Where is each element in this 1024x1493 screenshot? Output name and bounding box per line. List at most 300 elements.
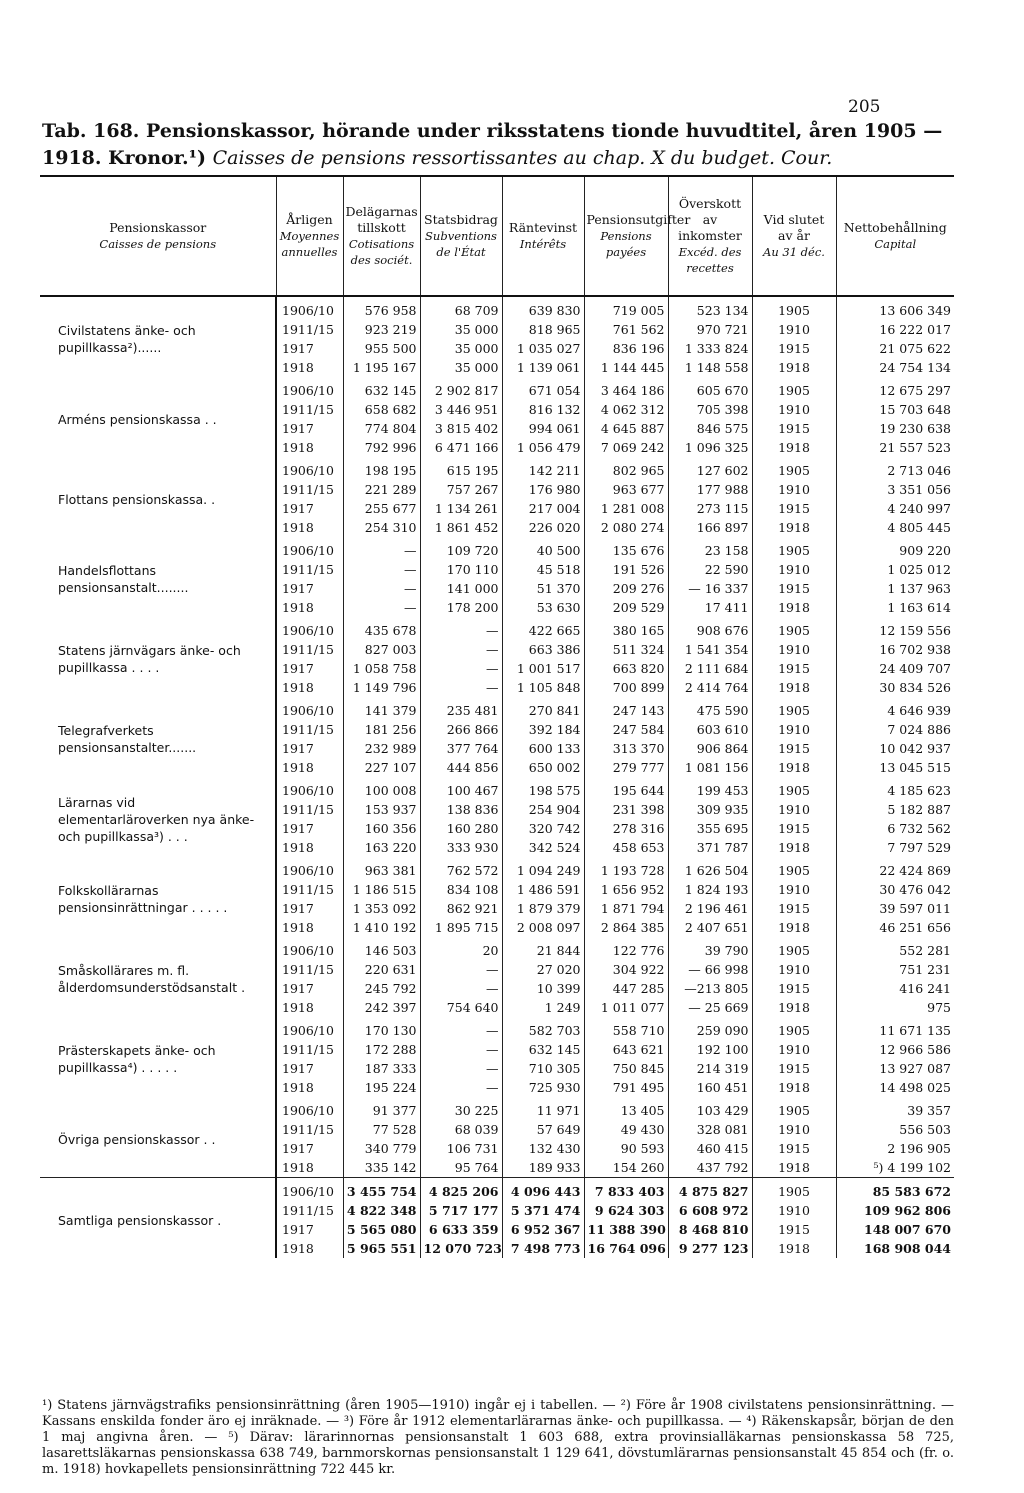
subventions-cell: 1 895 715: [420, 918, 502, 937]
year-end-cell: 1905: [752, 777, 836, 800]
overskott-cell: 908 676: [668, 617, 752, 640]
year-end-cell: 1910: [752, 720, 836, 739]
cotisations-cell: —: [343, 598, 420, 617]
fund-name: Folkskollärarnas pensionsinrättningar . . . . .: [58, 883, 228, 915]
cotisations-cell: 153 937: [343, 800, 420, 819]
overskott-cell: 1 333 824: [668, 339, 752, 358]
pensions-cell: 836 196: [584, 339, 668, 358]
year-end-cell: 1918: [752, 678, 836, 697]
capital-cell: 4 805 445: [836, 518, 954, 537]
capital-cell: 6 732 562: [836, 819, 954, 838]
fund-name: Statens järnvägars änke- och pupillkassa . . . .: [58, 643, 241, 675]
capital-cell: 39 597 011: [836, 899, 954, 918]
subventions-cell: 6 471 166: [420, 438, 502, 457]
year-end-cell: 1910: [752, 880, 836, 899]
capital-cell: 13 045 515: [836, 758, 954, 777]
year-end-cell: 1918: [752, 998, 836, 1017]
year-end-cell: 1905: [752, 377, 836, 400]
subventions-cell: 109 720: [420, 537, 502, 560]
fund-name: Telegrafverkets pensionsanstalter.......: [58, 723, 197, 755]
pensions-cell: 458 653: [584, 838, 668, 857]
overskott-cell: 2 407 651: [668, 918, 752, 937]
period-cell: 1911/15: [276, 560, 343, 579]
subventions-cell: 235 481: [420, 697, 502, 720]
capital-cell: 13 927 087: [836, 1059, 954, 1078]
period-cell: 1918: [276, 918, 343, 937]
period-cell: 1918: [276, 1158, 343, 1178]
overskott-cell: 23 158: [668, 537, 752, 560]
capital-cell: 3 351 056: [836, 480, 954, 499]
pension-table: [40, 175, 954, 1258]
interets-cell: 7 498 773: [502, 1239, 584, 1258]
capital-cell: 16 222 017: [836, 320, 954, 339]
interets-cell: 671 054: [502, 377, 584, 400]
period-cell: 1911/15: [276, 720, 343, 739]
year-end-cell: 1915: [752, 899, 836, 918]
subventions-cell: 160 280: [420, 819, 502, 838]
overskott-cell: 192 100: [668, 1040, 752, 1059]
period-cell: 1917: [276, 579, 343, 598]
interets-cell: 1 001 517: [502, 659, 584, 678]
pension-fund-group: [40, 697, 954, 777]
overskott-cell: 2 414 764: [668, 678, 752, 697]
subventions-cell: 2 902 817: [420, 377, 502, 400]
pensions-cell: 719 005: [584, 296, 668, 320]
year-end-cell: 1910: [752, 1040, 836, 1059]
cotisations-cell: 955 500: [343, 339, 420, 358]
subventions-cell: 100 467: [420, 777, 502, 800]
cotisations-cell: 146 503: [343, 937, 420, 960]
capital-cell: 552 281: [836, 937, 954, 960]
period-cell: 1911/15: [276, 880, 343, 899]
interets-cell: 994 061: [502, 419, 584, 438]
year-end-cell: 1905: [752, 1017, 836, 1040]
overskott-cell: 906 864: [668, 739, 752, 758]
interets-cell: 132 430: [502, 1139, 584, 1158]
year-end-cell: 1918: [752, 1239, 836, 1258]
capital-cell: 12 159 556: [836, 617, 954, 640]
interets-cell: 142 211: [502, 457, 584, 480]
capital-cell: 556 503: [836, 1120, 954, 1139]
pensions-cell: 1 656 952: [584, 880, 668, 899]
cotisations-cell: 255 677: [343, 499, 420, 518]
pensions-cell: 963 677: [584, 480, 668, 499]
period-cell: 1917: [276, 659, 343, 678]
year-end-cell: 1918: [752, 918, 836, 937]
period-cell: 1911/15: [276, 640, 343, 659]
fund-name: Lärarnas vid elementarläroverken nya änke- och pupillkassa³) . . .: [58, 794, 255, 844]
pension-fund-group: [40, 537, 954, 617]
period-cell: 1911/15: [276, 800, 343, 819]
interets-cell: 51 370: [502, 579, 584, 598]
pensions-cell: 11 388 390: [584, 1220, 668, 1239]
year-end-cell: 1910: [752, 480, 836, 499]
pensions-cell: 1 193 728: [584, 857, 668, 880]
interets-cell: 320 742: [502, 819, 584, 838]
year-end-cell: 1915: [752, 1059, 836, 1078]
period-cell: 1917: [276, 819, 343, 838]
pensions-cell: 279 777: [584, 758, 668, 777]
overskott-cell: 22 590: [668, 560, 752, 579]
overskott-cell: 605 670: [668, 377, 752, 400]
cotisations-cell: —: [343, 560, 420, 579]
interets-cell: 710 305: [502, 1059, 584, 1078]
interets-cell: 582 703: [502, 1017, 584, 1040]
capital-cell: 85 583 672: [836, 1178, 954, 1202]
interets-cell: 2 008 097: [502, 918, 584, 937]
period-cell: 1917: [276, 339, 343, 358]
overskott-cell: 214 319: [668, 1059, 752, 1078]
overskott-cell: 1 626 504: [668, 857, 752, 880]
capital-cell: 15 703 648: [836, 400, 954, 419]
overskott-cell: —213 805: [668, 979, 752, 998]
header-statsbidrag: Statsbidrag Subventions de l'État: [420, 176, 502, 296]
pensions-cell: 278 316: [584, 819, 668, 838]
subventions-cell: 333 930: [420, 838, 502, 857]
year-end-cell: 1918: [752, 358, 836, 377]
cotisations-cell: 1 149 796: [343, 678, 420, 697]
pensions-cell: 1 144 445: [584, 358, 668, 377]
interets-cell: 342 524: [502, 838, 584, 857]
overskott-cell: 846 575: [668, 419, 752, 438]
interets-cell: 1 249: [502, 998, 584, 1017]
interets-cell: 27 020: [502, 960, 584, 979]
capital-cell: 5 182 887: [836, 800, 954, 819]
period-cell: 1906/10: [276, 617, 343, 640]
pensions-cell: 1 011 077: [584, 998, 668, 1017]
period-cell: 1918: [276, 518, 343, 537]
cotisations-cell: 1 058 758: [343, 659, 420, 678]
capital-cell: 10 042 937: [836, 739, 954, 758]
subventions-cell: —: [420, 1017, 502, 1040]
cotisations-cell: 100 008: [343, 777, 420, 800]
capital-cell: 4 240 997: [836, 499, 954, 518]
interets-cell: 600 133: [502, 739, 584, 758]
header-pensionskassor: Pensionskassor Caisses de pensions: [99, 220, 217, 251]
header-arligen: Årligen Moyennes annuelles: [276, 176, 343, 296]
cotisations-cell: 198 195: [343, 457, 420, 480]
interets-cell: 650 002: [502, 758, 584, 777]
year-end-cell: 1918: [752, 598, 836, 617]
total-group: [40, 1178, 954, 1259]
capital-cell: 14 498 025: [836, 1078, 954, 1097]
interets-cell: 1 056 479: [502, 438, 584, 457]
title-french: Caisses de pensions ressortissantes au chap. X du budget. Cour.: [212, 147, 833, 169]
overskott-cell: 1 148 558: [668, 358, 752, 377]
period-cell: 1918: [276, 838, 343, 857]
capital-cell: 975: [836, 998, 954, 1017]
subventions-cell: 615 195: [420, 457, 502, 480]
table-row: [40, 1178, 954, 1202]
capital-cell: 7 797 529: [836, 838, 954, 857]
interets-cell: 57 649: [502, 1120, 584, 1139]
subventions-cell: 1 861 452: [420, 518, 502, 537]
cotisations-cell: 632 145: [343, 377, 420, 400]
capital-cell: 1 163 614: [836, 598, 954, 617]
page-number: 205: [848, 97, 881, 117]
overskott-cell: 199 453: [668, 777, 752, 800]
year-end-cell: 1918: [752, 438, 836, 457]
cotisations-cell: 340 779: [343, 1139, 420, 1158]
pensions-cell: 380 165: [584, 617, 668, 640]
year-end-cell: 1918: [752, 1158, 836, 1178]
pension-fund-group: [40, 617, 954, 697]
fund-name: Arméns pensionskassa . .: [58, 411, 217, 427]
year-end-cell: 1915: [752, 1139, 836, 1158]
header-overskott: Överskott av inkomster Excéd. des recettes: [668, 176, 752, 296]
period-cell: 1918: [276, 598, 343, 617]
subventions-cell: 762 572: [420, 857, 502, 880]
year-end-cell: 1915: [752, 579, 836, 598]
overskott-cell: 705 398: [668, 400, 752, 419]
subventions-cell: —: [420, 1040, 502, 1059]
subventions-cell: 3 815 402: [420, 419, 502, 438]
cotisations-cell: 5 565 080: [343, 1220, 420, 1239]
capital-cell: 24 754 134: [836, 358, 954, 377]
subventions-cell: 95 764: [420, 1158, 502, 1178]
period-cell: 1918: [276, 678, 343, 697]
table-row: [40, 1097, 954, 1120]
interets-cell: 1 105 848: [502, 678, 584, 697]
capital-cell: 4 185 623: [836, 777, 954, 800]
footnotes: [42, 1398, 954, 1478]
capital-cell: ⁵) 4 199 102: [836, 1158, 954, 1178]
cotisations-cell: 774 804: [343, 419, 420, 438]
subventions-cell: 754 640: [420, 998, 502, 1017]
pension-fund-group: [40, 1017, 954, 1097]
overskott-cell: 309 935: [668, 800, 752, 819]
subventions-cell: —: [420, 659, 502, 678]
table-row: [40, 937, 954, 960]
cotisations-cell: 335 142: [343, 1158, 420, 1178]
cotisations-cell: 827 003: [343, 640, 420, 659]
overskott-cell: 4 875 827: [668, 1178, 752, 1202]
period-cell: 1906/10: [276, 457, 343, 480]
capital-cell: 11 671 135: [836, 1017, 954, 1040]
year-end-cell: 1918: [752, 758, 836, 777]
subventions-cell: 106 731: [420, 1139, 502, 1158]
pensions-cell: 4 062 312: [584, 400, 668, 419]
year-end-cell: 1905: [752, 537, 836, 560]
interets-cell: 254 904: [502, 800, 584, 819]
cotisations-cell: 172 288: [343, 1040, 420, 1059]
period-cell: 1917: [276, 1220, 343, 1239]
period-cell: 1906/10: [276, 377, 343, 400]
period-cell: 1911/15: [276, 1040, 343, 1059]
overskott-cell: 460 415: [668, 1139, 752, 1158]
pension-fund-group: [40, 777, 954, 857]
capital-cell: 24 409 707: [836, 659, 954, 678]
interets-cell: 176 980: [502, 480, 584, 499]
period-cell: 1917: [276, 899, 343, 918]
overskott-cell: 1 081 156: [668, 758, 752, 777]
cotisations-cell: 227 107: [343, 758, 420, 777]
period-cell: 1917: [276, 1059, 343, 1078]
pensions-cell: 2 080 274: [584, 518, 668, 537]
cotisations-cell: 220 631: [343, 960, 420, 979]
interets-cell: 226 020: [502, 518, 584, 537]
year-end-cell: 1905: [752, 857, 836, 880]
period-cell: 1917: [276, 1139, 343, 1158]
pensions-cell: 16 764 096: [584, 1239, 668, 1258]
subventions-cell: 444 856: [420, 758, 502, 777]
footnote-text: ¹) Statens järnvägstrafiks pensionsinrättning (åren 1905—1910) ingår ej i tabellen. — ²) Före år 1908 civilstatens pensionsinrättning. — Kassans enskilda fonder äro ej inräknade. — ³) Före år 1912 elementarlärarnas änke- och pupillkassa. — ⁴) Räkenskapsår, början de den 1 maj angivna åren. — ⁵) Därav: lärarinnornas pensionsanstalt 1 603 688, extra provinsialläkarnas pensionskassa 58 725, lasarettsläkarnas pensionskassa 638 749, barnmorskornas pensionsanstalt 1 129 641, dövstumlärarnas pensionsanstalt 45 854 och (fr. o. m. 1918) hovkapellets pensionsinrättning 722 445 kr.: [42, 1398, 954, 1477]
year-end-cell: 1915: [752, 819, 836, 838]
interets-cell: 5 371 474: [502, 1201, 584, 1220]
pension-fund-group: [40, 377, 954, 457]
period-cell: 1911/15: [276, 320, 343, 339]
header-pensionsutgifter: Pensionsutgifter Pensions payées: [584, 176, 668, 296]
period-cell: 1917: [276, 499, 343, 518]
header-row: [40, 176, 954, 296]
period-cell: 1911/15: [276, 480, 343, 499]
cotisations-cell: 435 678: [343, 617, 420, 640]
pensions-cell: 7 069 242: [584, 438, 668, 457]
cotisations-cell: 91 377: [343, 1097, 420, 1120]
interets-cell: 4 096 443: [502, 1178, 584, 1202]
subventions-cell: 35 000: [420, 339, 502, 358]
year-end-cell: 1915: [752, 499, 836, 518]
subventions-cell: 68 039: [420, 1120, 502, 1139]
table-row: [40, 777, 954, 800]
year-end-cell: 1905: [752, 1097, 836, 1120]
cotisations-cell: 242 397: [343, 998, 420, 1017]
period-cell: 1906/10: [276, 1097, 343, 1120]
cotisations-cell: 181 256: [343, 720, 420, 739]
pensions-cell: 700 899: [584, 678, 668, 697]
period-cell: 1906/10: [276, 777, 343, 800]
year-end-cell: 1910: [752, 1120, 836, 1139]
pensions-cell: 195 644: [584, 777, 668, 800]
capital-cell: 148 007 670: [836, 1220, 954, 1239]
header-nettobehallning: Nettobehållning Capital: [836, 176, 954, 296]
year-end-cell: 1905: [752, 457, 836, 480]
overskott-cell: 8 468 810: [668, 1220, 752, 1239]
table-row: [40, 857, 954, 880]
interets-cell: 40 500: [502, 537, 584, 560]
cotisations-cell: 163 220: [343, 838, 420, 857]
period-cell: 1906/10: [276, 537, 343, 560]
table-row: [40, 457, 954, 480]
cotisations-cell: 1 410 192: [343, 918, 420, 937]
capital-cell: 13 606 349: [836, 296, 954, 320]
capital-cell: 16 702 938: [836, 640, 954, 659]
period-cell: 1918: [276, 1239, 343, 1258]
period-cell: 1911/15: [276, 960, 343, 979]
interets-cell: 725 930: [502, 1078, 584, 1097]
interets-cell: 21 844: [502, 937, 584, 960]
pension-fund-group: [40, 937, 954, 1017]
cotisations-cell: 195 224: [343, 1078, 420, 1097]
overskott-cell: 273 115: [668, 499, 752, 518]
subventions-cell: 30 225: [420, 1097, 502, 1120]
period-cell: 1906/10: [276, 857, 343, 880]
year-end-cell: 1910: [752, 800, 836, 819]
cotisations-cell: 221 289: [343, 480, 420, 499]
cotisations-cell: 232 989: [343, 739, 420, 758]
subventions-cell: 20: [420, 937, 502, 960]
period-cell: 1906/10: [276, 1178, 343, 1202]
interets-cell: 53 630: [502, 598, 584, 617]
capital-cell: 30 834 526: [836, 678, 954, 697]
pensions-cell: 3 464 186: [584, 377, 668, 400]
fund-name: Övriga pensionskassor . .: [58, 1131, 216, 1147]
capital-cell: 12 966 586: [836, 1040, 954, 1059]
pensions-cell: 447 285: [584, 979, 668, 998]
capital-cell: 1 025 012: [836, 560, 954, 579]
subventions-cell: 68 709: [420, 296, 502, 320]
overskott-cell: 437 792: [668, 1158, 752, 1178]
period-cell: 1918: [276, 358, 343, 377]
year-end-cell: 1910: [752, 640, 836, 659]
year-end-cell: 1905: [752, 296, 836, 320]
overskott-cell: 2 111 684: [668, 659, 752, 678]
year-end-cell: 1910: [752, 1201, 836, 1220]
pensions-cell: 313 370: [584, 739, 668, 758]
overskott-cell: 259 090: [668, 1017, 752, 1040]
pensions-cell: 791 495: [584, 1078, 668, 1097]
cotisations-cell: 141 379: [343, 697, 420, 720]
overskott-cell: 6 608 972: [668, 1201, 752, 1220]
year-end-cell: 1905: [752, 697, 836, 720]
interets-cell: 818 965: [502, 320, 584, 339]
overskott-cell: 1 824 193: [668, 880, 752, 899]
capital-cell: 2 196 905: [836, 1139, 954, 1158]
pensions-cell: 247 584: [584, 720, 668, 739]
pensions-cell: 13 405: [584, 1097, 668, 1120]
pension-fund-group: [40, 296, 954, 377]
capital-cell: 416 241: [836, 979, 954, 998]
overskott-cell: 17 411: [668, 598, 752, 617]
cotisations-cell: 3 455 754: [343, 1178, 420, 1202]
overskott-cell: 177 988: [668, 480, 752, 499]
subventions-cell: 834 108: [420, 880, 502, 899]
table-row: [40, 377, 954, 400]
capital-cell: 19 230 638: [836, 419, 954, 438]
overskott-cell: 103 429: [668, 1097, 752, 1120]
interets-cell: 6 952 367: [502, 1220, 584, 1239]
period-cell: 1918: [276, 758, 343, 777]
subventions-cell: 141 000: [420, 579, 502, 598]
year-end-cell: 1910: [752, 320, 836, 339]
pensions-cell: 9 624 303: [584, 1201, 668, 1220]
interets-cell: 1 486 591: [502, 880, 584, 899]
pensions-cell: 7 833 403: [584, 1178, 668, 1202]
cotisations-cell: 923 219: [343, 320, 420, 339]
year-end-cell: 1910: [752, 960, 836, 979]
subventions-cell: 35 000: [420, 358, 502, 377]
overskott-cell: 328 081: [668, 1120, 752, 1139]
subventions-cell: —: [420, 640, 502, 659]
pensions-cell: 304 922: [584, 960, 668, 979]
header-delagarnas-tillskott: Delägarnas tillskott Cotisations des sociét.: [343, 176, 420, 296]
period-cell: 1917: [276, 739, 343, 758]
overskott-cell: 127 602: [668, 457, 752, 480]
cotisations-cell: 1 195 167: [343, 358, 420, 377]
capital-cell: 2 713 046: [836, 457, 954, 480]
cotisations-cell: 1 186 515: [343, 880, 420, 899]
capital-cell: 751 231: [836, 960, 954, 979]
subventions-cell: 6 633 359: [420, 1220, 502, 1239]
overskott-cell: 523 134: [668, 296, 752, 320]
pensions-cell: 122 776: [584, 937, 668, 960]
subventions-cell: 138 836: [420, 800, 502, 819]
pensions-cell: 209 276: [584, 579, 668, 598]
pension-fund-group: [40, 857, 954, 937]
table-row: [40, 1017, 954, 1040]
pensions-cell: 643 621: [584, 1040, 668, 1059]
overskott-cell: 166 897: [668, 518, 752, 537]
